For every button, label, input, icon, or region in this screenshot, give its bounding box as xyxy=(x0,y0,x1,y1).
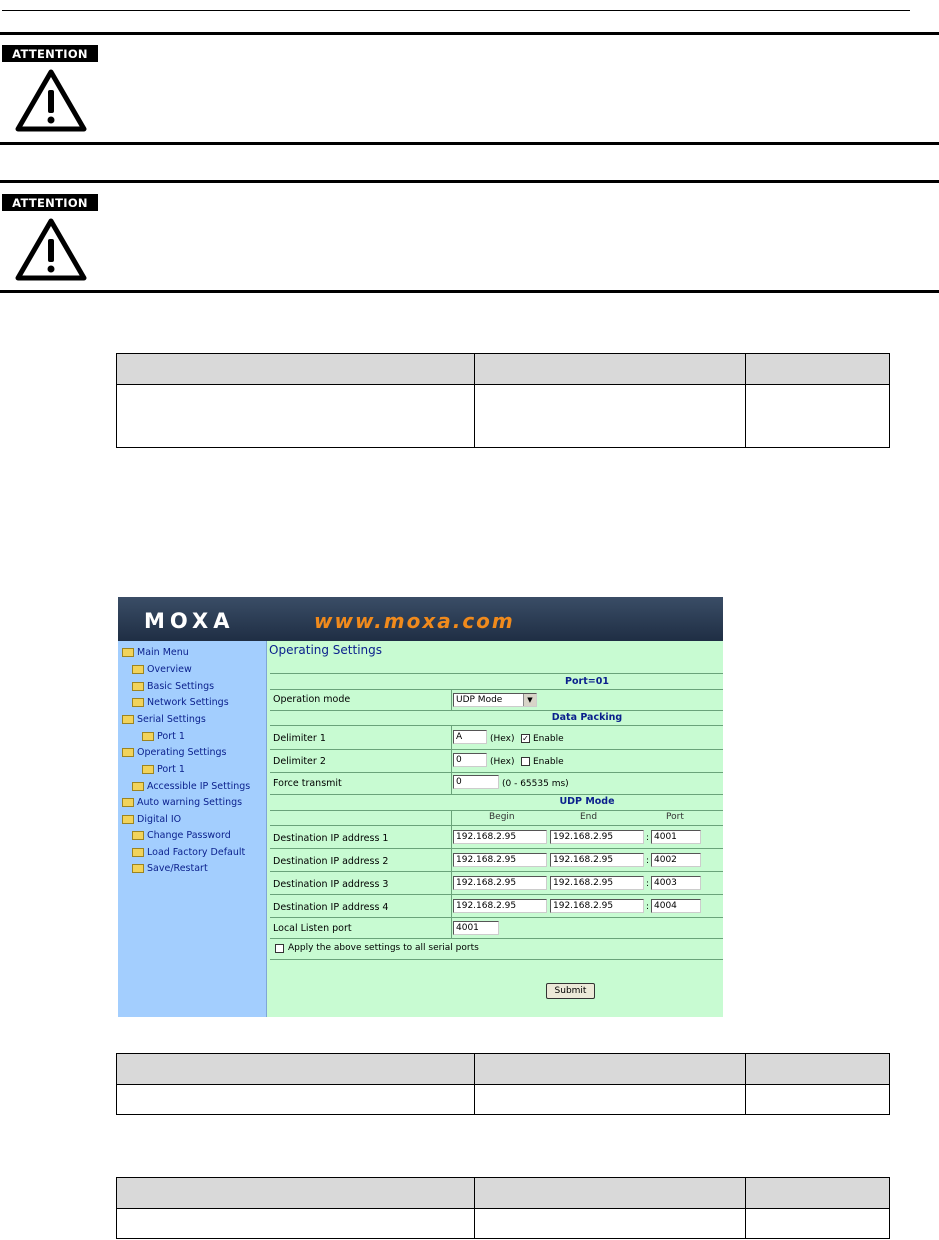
attention-label: ATTENTION xyxy=(2,45,98,62)
destination-ip-4-colon: : xyxy=(646,902,650,912)
menu-item-serial-settings[interactable]: Serial Settings xyxy=(122,714,206,725)
header-rule xyxy=(2,10,910,11)
delimiter2-input[interactable]: 0 xyxy=(453,753,487,767)
data-packing-header: Data Packing xyxy=(551,712,623,723)
menu-item-auto-warning[interactable]: Auto warning Settings xyxy=(122,797,242,808)
folder-icon xyxy=(132,831,144,840)
delimiter1-enable-label: Enable xyxy=(533,734,564,744)
chevron-down-icon[interactable]: ▼ xyxy=(523,694,536,706)
delimiter2-hex: (Hex) xyxy=(490,757,515,767)
attention-bottom-rule xyxy=(0,142,939,145)
force-transmit-input[interactable]: 0 xyxy=(453,775,499,789)
destination-ip-3-port[interactable]: 4003 xyxy=(651,876,701,890)
table-header-row xyxy=(117,1054,890,1085)
moxa-url: www.moxa.com xyxy=(314,609,515,633)
table-row xyxy=(117,1209,890,1239)
delimiter1-enable-checkbox[interactable]: ✓ xyxy=(522,734,529,743)
destination-ip-3-end[interactable]: 192.168.2.95 xyxy=(550,876,644,890)
operation-mode-label: Operation mode xyxy=(273,694,351,705)
table-header-row xyxy=(117,354,890,385)
destination-ip-2-label: Destination IP address 2 xyxy=(273,856,389,867)
table-row xyxy=(117,1085,890,1115)
attention-bottom-rule xyxy=(0,290,939,293)
destination-ip-3-colon: : xyxy=(646,879,650,889)
moxa-logo: MOXA xyxy=(144,609,235,633)
destination-ip-1-begin[interactable]: 192.168.2.95 xyxy=(453,830,547,844)
col-port: Port xyxy=(666,812,684,822)
delimiter1-hex: (Hex) xyxy=(490,734,515,744)
udp-mode-header: UDP Mode xyxy=(559,796,615,807)
destination-ip-4-end[interactable]: 192.168.2.95 xyxy=(550,899,644,913)
folder-icon xyxy=(122,798,134,807)
destination-ip-1-port[interactable]: 4001 xyxy=(651,830,701,844)
folder-icon xyxy=(132,864,144,873)
force-transmit-range: (0 - 65535 ms) xyxy=(502,779,569,789)
delimiter2-enable-checkbox[interactable] xyxy=(521,757,530,766)
menu-item-serial-port1[interactable]: Port 1 xyxy=(142,731,185,742)
destination-ip-2-begin[interactable]: 192.168.2.95 xyxy=(453,853,547,867)
menu-item-digital-io[interactable]: Digital IO xyxy=(122,814,181,825)
apply-all-label: Apply the above settings to all serial ports xyxy=(288,943,479,953)
menu-item-basic-settings[interactable]: Basic Settings xyxy=(132,681,214,692)
folder-icon xyxy=(132,782,144,791)
table-row xyxy=(117,385,890,448)
folder-icon xyxy=(132,698,144,707)
col-begin: Begin xyxy=(489,812,515,822)
folder-icon xyxy=(132,848,144,857)
page-title: Operating Settings xyxy=(269,643,383,657)
local-listen-port-label: Local Listen port xyxy=(273,923,352,934)
folder-icon xyxy=(142,732,154,741)
menu-item-change-password[interactable]: Change Password xyxy=(132,830,231,841)
folder-icon xyxy=(122,715,134,724)
menu-item-operating-port1[interactable]: Port 1 xyxy=(142,764,185,775)
moxa-banner xyxy=(118,597,723,641)
menu-item-save-restart[interactable]: Save/Restart xyxy=(132,863,208,874)
menu-item-network-settings[interactable]: Network Settings xyxy=(132,697,229,708)
attention-label: ATTENTION xyxy=(2,194,98,211)
destination-ip-4-label: Destination IP address 4 xyxy=(273,902,389,913)
delimiter2-enable-label: Enable xyxy=(533,757,564,767)
destination-ip-1-label: Destination IP address 1 xyxy=(273,833,389,844)
folder-icon xyxy=(122,748,134,757)
settings-table xyxy=(116,1053,890,1115)
force-transmit-label: Force transmit xyxy=(273,778,342,789)
attention-top-rule xyxy=(0,180,939,183)
folder-icon xyxy=(132,665,144,674)
destination-ip-1-end[interactable]: 192.168.2.95 xyxy=(550,830,644,844)
apply-all-checkbox[interactable] xyxy=(275,944,284,953)
submit-button[interactable]: Submit xyxy=(546,983,595,999)
settings-table xyxy=(116,353,890,448)
destination-ip-4-port[interactable]: 4004 xyxy=(651,899,701,913)
destination-ip-3-label: Destination IP address 3 xyxy=(273,879,389,890)
folder-icon xyxy=(122,815,134,824)
folder-icon xyxy=(132,682,144,691)
delimiter2-label: Delimiter 2 xyxy=(273,756,326,767)
delimiter1-input[interactable]: A xyxy=(453,730,487,744)
attention-top-rule xyxy=(0,32,939,35)
local-listen-port-input[interactable]: 4001 xyxy=(453,921,499,935)
port-header: Port=01 xyxy=(565,676,609,687)
folder-icon xyxy=(142,765,154,774)
menu-item-operating-settings[interactable]: Operating Settings xyxy=(122,747,226,758)
operating-settings-screenshot xyxy=(118,597,723,1017)
menu-item-accessible-ip[interactable]: Accessible IP Settings xyxy=(132,781,250,792)
destination-ip-2-end[interactable]: 192.168.2.95 xyxy=(550,853,644,867)
warning-triangle-icon xyxy=(14,217,88,283)
main-menu xyxy=(118,641,267,1017)
menu-item-main[interactable]: Main Menu xyxy=(122,647,189,658)
destination-ip-1-colon: : xyxy=(646,833,650,843)
warning-triangle-icon xyxy=(14,68,88,134)
folder-icon xyxy=(122,648,134,657)
destination-ip-2-port[interactable]: 4002 xyxy=(651,853,701,867)
settings-table xyxy=(116,1177,890,1239)
destination-ip-4-begin[interactable]: 192.168.2.95 xyxy=(453,899,547,913)
menu-item-load-factory-default[interactable]: Load Factory Default xyxy=(132,847,245,858)
col-end: End xyxy=(580,812,598,822)
destination-ip-3-begin[interactable]: 192.168.2.95 xyxy=(453,876,547,890)
delimiter1-label: Delimiter 1 xyxy=(273,733,326,744)
menu-item-overview[interactable]: Overview xyxy=(132,664,192,675)
table-header-row xyxy=(117,1178,890,1209)
destination-ip-2-colon: : xyxy=(646,856,650,866)
operation-mode-select[interactable]: UDP Mode ▼ xyxy=(453,693,537,707)
